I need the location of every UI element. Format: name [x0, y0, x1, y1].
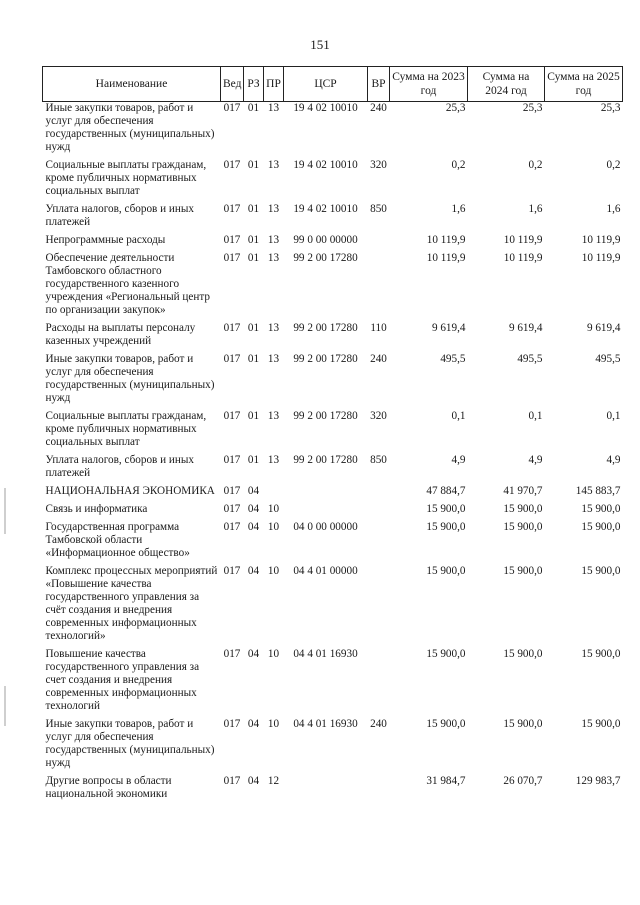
row-sum-2025: 15 900,0	[581, 565, 621, 577]
row-pr: 13	[267, 322, 280, 334]
row-ved: 017	[223, 503, 241, 515]
row-rz: 01	[247, 252, 260, 264]
row-vr: 240	[370, 102, 387, 114]
row-sum-2025: 1,6	[606, 203, 621, 215]
row-sum-2023: 10 119,9	[426, 252, 466, 264]
row-vr	[368, 521, 390, 565]
row-sum-2024: 15 900,0	[503, 521, 543, 533]
row-ved: 017	[223, 102, 241, 114]
row-vr: 850	[370, 454, 387, 466]
row-vr: 320	[370, 410, 387, 422]
table-row	[43, 565, 623, 648]
row-sum-2023: 9 619,4	[431, 322, 466, 334]
row-pr: 13	[267, 102, 280, 114]
row-sum-2025: 4,9	[606, 454, 621, 466]
row-csr: 19 4 02 10010	[293, 102, 358, 114]
row-sum-2024: 10 119,9	[503, 252, 543, 264]
row-sum-2024: 4,9	[528, 454, 543, 466]
row-rz: 01	[247, 410, 260, 422]
row-vr	[368, 485, 390, 503]
row-sum-2024: 15 900,0	[503, 648, 543, 660]
row-sum-2024: 495,5	[517, 353, 543, 365]
table-row	[43, 648, 623, 718]
header-csr: ЦСР	[284, 67, 368, 102]
row-sum-2025: 25,3	[600, 102, 621, 114]
row-sum-2024: 25,3	[522, 102, 543, 114]
row-sum-2023: 0,2	[451, 159, 466, 171]
row-csr: 04 4 01 16930	[293, 718, 358, 730]
row-csr: 99 2 00 17280	[293, 454, 358, 466]
row-rz: 04	[247, 503, 260, 515]
row-vr	[368, 648, 390, 718]
table-row	[43, 234, 623, 252]
row-sum-2023: 4,9	[451, 454, 466, 466]
header-sum-2025: Сумма на 2025 год	[545, 67, 623, 102]
row-rz: 04	[247, 718, 260, 730]
row-name: Уплата налогов, сборов и иных платежей	[45, 454, 195, 479]
header-rz: РЗ	[244, 67, 264, 102]
row-csr: 99 2 00 17280	[293, 252, 358, 264]
row-rz: 01	[247, 353, 260, 365]
row-csr	[284, 503, 368, 521]
header-sum-2023: Сумма на 2023 год	[390, 67, 468, 102]
row-rz: 04	[247, 775, 260, 787]
row-csr: 04 0 00 00000	[293, 521, 358, 533]
row-sum-2025: 145 883,7	[575, 485, 621, 497]
row-name: Связь и информатика	[45, 503, 148, 515]
row-sum-2024: 41 970,7	[503, 485, 543, 497]
row-ved: 017	[223, 252, 241, 264]
row-ved: 017	[223, 648, 241, 660]
row-sum-2023: 47 884,7	[426, 485, 466, 497]
header-vr: ВР	[368, 67, 390, 102]
row-pr: 10	[267, 648, 280, 660]
row-sum-2023: 25,3	[445, 102, 466, 114]
row-name: Непрограммные расходы	[45, 234, 166, 246]
table-row	[43, 102, 623, 160]
row-name: Государственная программа Тамбовской области «Информационное общество»	[45, 521, 190, 559]
row-vr	[368, 252, 390, 322]
row-name: Иные закупки товаров, работ и услуг для обеспечения государственных (муниципальных) нужд	[45, 102, 215, 153]
table-row	[43, 159, 623, 203]
row-sum-2025: 495,5	[595, 353, 621, 365]
row-name: Социальные выплаты гражданам, кроме публичных нормативных социальных выплат	[45, 410, 207, 448]
row-name: Обеспечение деятельности Тамбовского областного государственного казенного учреждения «Региональный центр по организации закупок»	[45, 252, 210, 316]
row-sum-2024: 1,6	[528, 203, 543, 215]
row-vr: 110	[370, 322, 387, 334]
row-rz: 01	[247, 322, 260, 334]
row-vr: 320	[370, 159, 387, 171]
header-pr: ПР	[264, 67, 284, 102]
table-header-row	[43, 67, 623, 102]
row-name: Уплата налогов, сборов и иных платежей	[45, 203, 195, 228]
row-pr: 10	[267, 718, 280, 730]
row-vr	[368, 565, 390, 648]
row-name: Повышение качества государственного управления за счет создания и внедрения современных информационных технологий	[45, 648, 200, 712]
row-rz: 01	[247, 102, 260, 114]
row-pr: 13	[267, 353, 280, 365]
row-csr: 19 4 02 10010	[293, 203, 358, 215]
row-ved: 017	[223, 521, 241, 533]
row-name: Расходы на выплаты персоналу казенных учреждений	[45, 322, 196, 347]
row-ved: 017	[223, 454, 241, 466]
row-vr: 240	[370, 718, 387, 730]
row-rz: 01	[247, 203, 260, 215]
row-ved: 017	[223, 322, 241, 334]
row-csr: 99 0 00 00000	[293, 234, 358, 246]
header-name: Наименование	[43, 67, 221, 102]
row-name: Социальные выплаты гражданам, кроме публичных нормативных социальных выплат	[45, 159, 207, 197]
row-sum-2024: 15 900,0	[503, 565, 543, 577]
row-pr: 13	[267, 454, 280, 466]
row-sum-2023: 495,5	[440, 353, 466, 365]
row-sum-2024: 0,1	[528, 410, 543, 422]
row-pr	[264, 485, 284, 503]
row-pr: 13	[267, 410, 280, 422]
row-ved: 017	[223, 203, 241, 215]
table-body	[43, 102, 623, 807]
row-rz: 01	[247, 454, 260, 466]
row-vr	[368, 775, 390, 806]
row-sum-2023: 0,1	[451, 410, 466, 422]
table-row	[43, 454, 623, 485]
table-row	[43, 775, 623, 806]
row-ved: 017	[223, 159, 241, 171]
row-rz: 01	[247, 159, 260, 171]
row-csr	[284, 775, 368, 806]
table-row	[43, 353, 623, 410]
row-sum-2024: 9 619,4	[508, 322, 543, 334]
row-sum-2023: 15 900,0	[426, 503, 466, 515]
row-pr: 13	[267, 252, 280, 264]
row-name: Другие вопросы в области национальной экономики	[45, 775, 172, 800]
row-pr: 10	[267, 521, 280, 533]
row-sum-2025: 0,2	[606, 159, 621, 171]
row-sum-2025: 10 119,9	[581, 252, 621, 264]
table-row	[43, 410, 623, 454]
row-sum-2025: 15 900,0	[581, 648, 621, 660]
row-sum-2024: 15 900,0	[503, 718, 543, 730]
row-vr: 850	[370, 203, 387, 215]
row-vr	[368, 503, 390, 521]
row-rz: 04	[247, 565, 260, 577]
row-ved: 017	[223, 565, 241, 577]
row-rz: 04	[247, 485, 260, 497]
row-csr: 99 2 00 17280	[293, 322, 358, 334]
header-ved: Вед	[221, 67, 244, 102]
row-sum-2025: 129 983,7	[575, 775, 621, 787]
table-row	[43, 322, 623, 353]
row-sum-2023: 31 984,7	[426, 775, 466, 787]
row-pr: 13	[267, 234, 280, 246]
row-sum-2024: 15 900,0	[503, 503, 543, 515]
row-sum-2025: 9 619,4	[586, 322, 621, 334]
table-row	[43, 503, 623, 521]
row-rz: 04	[247, 648, 260, 660]
row-ved: 017	[223, 485, 241, 497]
row-sum-2024: 10 119,9	[503, 234, 543, 246]
scan-margin-mark	[4, 488, 6, 534]
row-sum-2023: 10 119,9	[426, 234, 466, 246]
header-sum-2024: Сумма на 2024 год	[468, 67, 545, 102]
scan-margin-mark	[4, 686, 6, 726]
row-ved: 017	[223, 353, 241, 365]
row-pr: 10	[267, 503, 280, 515]
row-name: Иные закупки товаров, работ и услуг для обеспечения государственных (муниципальных) нужд	[45, 718, 215, 769]
row-csr: 04 4 01 16930	[293, 648, 358, 660]
table-row	[43, 485, 623, 503]
row-sum-2025: 0,1	[606, 410, 621, 422]
row-sum-2024: 0,2	[528, 159, 543, 171]
row-sum-2024: 26 070,7	[503, 775, 543, 787]
row-csr	[284, 485, 368, 503]
row-vr: 240	[370, 353, 387, 365]
row-ved: 017	[223, 410, 241, 422]
row-name: Комплекс процессных мероприятий «Повышение качества государственного управления за счёт создания и внедрения современных информационных технологий»	[45, 565, 218, 642]
row-csr: 19 4 02 10010	[293, 159, 358, 171]
row-rz: 01	[247, 234, 260, 246]
budget-table	[42, 66, 623, 806]
row-sum-2023: 15 900,0	[426, 718, 466, 730]
row-ved: 017	[223, 718, 241, 730]
row-sum-2023: 15 900,0	[426, 521, 466, 533]
row-rz: 04	[247, 521, 260, 533]
page-number: 151	[310, 37, 330, 52]
row-name: НАЦИОНАЛЬНАЯ ЭКОНОМИКА	[45, 485, 215, 497]
row-pr: 13	[267, 203, 280, 215]
budget-table-container	[42, 66, 622, 806]
table-row	[43, 252, 623, 322]
row-vr	[368, 234, 390, 252]
table-row	[43, 203, 623, 234]
row-sum-2023: 15 900,0	[426, 648, 466, 660]
row-csr: 99 2 00 17280	[293, 410, 358, 422]
row-sum-2023: 15 900,0	[426, 565, 466, 577]
row-sum-2025: 10 119,9	[581, 234, 621, 246]
row-sum-2025: 15 900,0	[581, 503, 621, 515]
row-ved: 017	[223, 775, 241, 787]
row-sum-2025: 15 900,0	[581, 521, 621, 533]
table-row	[43, 718, 623, 775]
row-pr: 12	[267, 775, 280, 787]
row-sum-2025: 15 900,0	[581, 718, 621, 730]
row-csr: 04 4 01 00000	[293, 565, 358, 577]
row-csr: 99 2 00 17280	[293, 353, 358, 365]
row-name: Иные закупки товаров, работ и услуг для обеспечения государственных (муниципальных) нужд	[45, 353, 215, 404]
table-row	[43, 521, 623, 565]
row-ved: 017	[223, 234, 241, 246]
row-pr: 13	[267, 159, 280, 171]
row-pr: 10	[267, 565, 280, 577]
row-sum-2023: 1,6	[451, 203, 466, 215]
